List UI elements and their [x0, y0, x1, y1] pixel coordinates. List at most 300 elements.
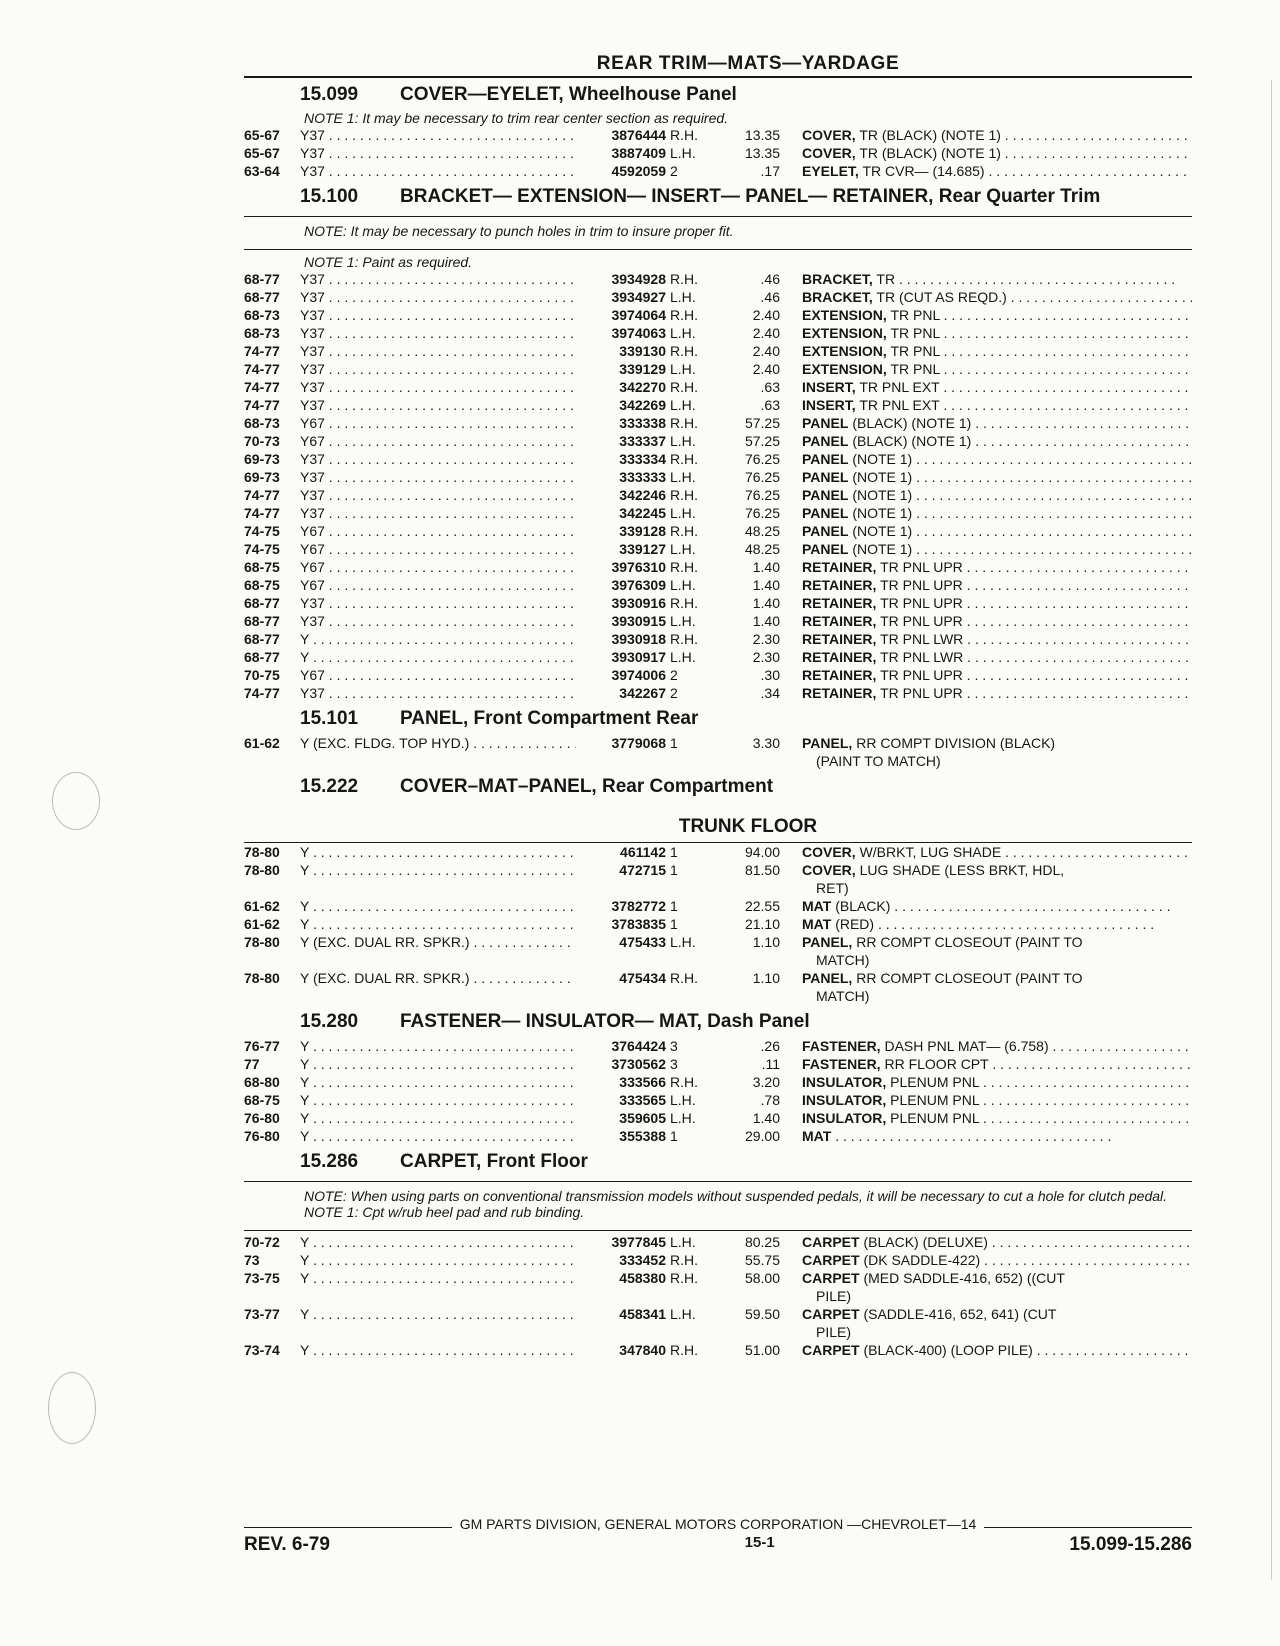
description	[802, 612, 1192, 630]
parts-row	[244, 1269, 1192, 1305]
item-detail: PLENUM PNL	[890, 1110, 980, 1126]
model-code-text: Y	[300, 1056, 310, 1072]
year-range	[244, 306, 300, 324]
year-range	[244, 360, 300, 378]
description	[802, 1233, 1192, 1251]
item-detail-continued-text: PILE)	[816, 1324, 852, 1340]
item-name: RETAINER,	[802, 577, 877, 593]
price	[708, 630, 802, 648]
item-detail: TR PNL EXT	[859, 397, 940, 413]
quantity	[666, 630, 708, 648]
item-detail: (SADDLE-416, 652, 641) (CUT	[863, 1306, 1057, 1322]
year-range	[244, 270, 300, 288]
part-number	[576, 1269, 666, 1305]
section-title: BRACKET— EXTENSION— INSERT— PANEL— RETAINER, Rear Quarter Trim	[400, 186, 1101, 207]
parts-row	[244, 504, 1192, 522]
year-range-text: 76-80	[244, 1110, 280, 1126]
quantity-text: 1	[670, 844, 678, 860]
quantity	[666, 504, 708, 522]
quantity-text: L.H.	[670, 1306, 696, 1322]
leader-dots	[940, 361, 1192, 377]
price-text: 55.75	[744, 1252, 780, 1268]
footer-rule-left	[244, 1527, 452, 1528]
leader-dots	[963, 685, 1192, 701]
item-detail: RR COMPT CLOSEOUT (PAINT TO	[856, 934, 1083, 950]
year-range-text: 68-77	[244, 595, 280, 611]
part-number-text: 355388	[619, 1128, 666, 1144]
quantity-text: 1	[670, 735, 678, 751]
quantity	[666, 1305, 708, 1341]
quantity	[666, 1269, 708, 1305]
description	[802, 735, 1055, 751]
part-number-text: 333333	[619, 469, 666, 485]
part-number	[576, 1233, 666, 1251]
item-name: FASTENER,	[802, 1038, 881, 1054]
year-range-text: 68-77	[244, 271, 280, 287]
model-code-text: Y67	[300, 523, 325, 539]
model-code	[300, 576, 576, 594]
item-name: PANEL	[802, 505, 849, 521]
part-number	[576, 1251, 666, 1269]
leader-dots	[985, 163, 1192, 179]
item-name: RETAINER,	[802, 559, 877, 575]
model-code-text: Y37	[300, 505, 325, 521]
leader-dots	[963, 613, 1192, 629]
quantity	[666, 1109, 708, 1127]
item-name: INSULATOR,	[802, 1092, 887, 1108]
quantity-text: L.H.	[670, 469, 696, 485]
section-heading	[244, 84, 1192, 106]
item-detail: (NOTE 1)	[852, 505, 913, 521]
price-text: 1.40	[752, 613, 780, 629]
item-detail: (BLACK) (DELUXE)	[863, 1234, 988, 1250]
model-code	[300, 1269, 576, 1305]
parts-row	[244, 734, 1192, 770]
quantity	[666, 1055, 708, 1073]
section-number: 15.280	[300, 1011, 359, 1032]
year-range	[244, 630, 300, 648]
price	[708, 504, 802, 522]
parts-row	[244, 612, 1192, 630]
item-detail: (RED)	[835, 916, 875, 932]
model-code	[300, 162, 576, 180]
section-note: NOTE: When using parts on conventional transmission models without suspended pedals, it will be necessary to cut a hole for clutch pedal.	[304, 1188, 1168, 1204]
year-range-text: 74-77	[244, 379, 280, 395]
model-code-text: Y37	[300, 451, 325, 467]
leader-dots	[912, 523, 1192, 539]
year-range-text: 68-80	[244, 1074, 280, 1090]
item-name: COVER,	[802, 862, 856, 878]
price-text: 48.25	[744, 541, 780, 557]
description	[802, 126, 1192, 144]
year-range-text: 73-74	[244, 1342, 280, 1358]
item-detail: TR (BLACK) (NOTE 1)	[859, 145, 1001, 161]
part-number-text: 333338	[619, 415, 666, 431]
model-code-text: Y	[300, 631, 310, 647]
year-range	[244, 576, 300, 594]
price-text: 1.40	[752, 595, 780, 611]
leader-dots	[912, 451, 1192, 467]
part-number	[576, 432, 666, 450]
description	[802, 630, 1192, 648]
year-range-text: 69-73	[244, 451, 280, 467]
leader-dots	[971, 415, 1192, 431]
year-range-text: 74-75	[244, 523, 280, 539]
quantity	[666, 360, 708, 378]
leader-dots	[1001, 844, 1192, 860]
price	[708, 612, 802, 630]
year-range	[244, 861, 300, 897]
model-code-text: Y37	[300, 163, 325, 179]
model-code	[300, 1305, 576, 1341]
item-name: EXTENSION,	[802, 307, 887, 323]
quantity-text: 2	[670, 667, 678, 683]
price-text: 76.25	[744, 487, 780, 503]
description	[802, 684, 1192, 702]
binder-hole-mark	[52, 772, 100, 830]
description	[802, 915, 1192, 933]
year-range	[244, 1055, 300, 1073]
description	[802, 666, 1192, 684]
year-range-text: 68-77	[244, 631, 280, 647]
part-number	[576, 324, 666, 342]
description	[802, 450, 1192, 468]
price	[708, 1091, 802, 1109]
part-number	[576, 1091, 666, 1109]
price	[708, 486, 802, 504]
model-code	[300, 468, 576, 486]
year-range-text: 68-77	[244, 289, 280, 305]
year-range	[244, 486, 300, 504]
model-code	[300, 450, 576, 468]
quantity-text: 1	[670, 898, 678, 914]
subsection-heading: TRUNK FLOOR	[678, 816, 818, 837]
model-code	[300, 684, 576, 702]
year-range	[244, 522, 300, 540]
price-text: .26	[760, 1038, 780, 1054]
price-text: 3.30	[752, 735, 780, 751]
item-detail: RR COMPT DIVISION (BLACK)	[856, 735, 1056, 751]
price	[708, 1073, 802, 1091]
year-range	[244, 558, 300, 576]
price	[708, 468, 802, 486]
leader-dots	[963, 631, 1192, 647]
price	[708, 162, 802, 180]
model-code	[300, 144, 576, 162]
model-code	[300, 861, 576, 897]
part-number-text: 3930916	[611, 595, 666, 611]
item-detail-continued	[802, 1287, 1192, 1305]
model-code-text: Y	[300, 1252, 310, 1268]
description	[802, 378, 1192, 396]
year-range	[244, 843, 300, 861]
description	[802, 540, 1192, 558]
scan-edge-line	[1271, 80, 1272, 1580]
price-text: 57.25	[744, 415, 780, 431]
quantity-text: R.H.	[670, 523, 698, 539]
price-text: 94.00	[744, 844, 780, 860]
price	[708, 969, 802, 1005]
quantity-text: R.H.	[670, 127, 698, 143]
model-code	[300, 486, 576, 504]
year-range-text: 70-72	[244, 1234, 280, 1250]
description-block	[802, 734, 1192, 770]
model-code-text: Y	[300, 1342, 310, 1358]
quantity	[666, 576, 708, 594]
part-number	[576, 612, 666, 630]
part-number-text: 342267	[619, 685, 666, 701]
model-code-text: Y67	[300, 577, 325, 593]
section-heading	[244, 186, 1192, 208]
model-code	[300, 843, 576, 861]
price-text: 2.30	[752, 649, 780, 665]
leader-dots	[912, 541, 1192, 557]
parts-row	[244, 414, 1192, 432]
year-range-text: 78-80	[244, 934, 280, 950]
description	[802, 162, 1192, 180]
part-number-text: 3930918	[611, 631, 666, 647]
model-code-text: Y37	[300, 595, 325, 611]
year-range	[244, 897, 300, 915]
year-range	[244, 1251, 300, 1269]
part-number	[576, 933, 666, 969]
item-detail-continued	[802, 752, 1192, 770]
item-detail: TR PNL UPR	[880, 685, 963, 701]
description	[802, 414, 1192, 432]
parts-row	[244, 396, 1192, 414]
model-code	[300, 288, 576, 306]
quantity-text: 2	[670, 163, 678, 179]
section-rule	[244, 1181, 1192, 1182]
description	[802, 342, 1192, 360]
model-code-text: Y	[300, 1038, 310, 1054]
year-range	[244, 504, 300, 522]
part-number	[576, 594, 666, 612]
parts-row	[244, 684, 1192, 702]
part-number	[576, 306, 666, 324]
quantity-text: 1	[670, 916, 678, 932]
price-text: 1.40	[752, 1110, 780, 1126]
item-detail-continued	[802, 951, 1192, 969]
description	[802, 1091, 1192, 1109]
model-code-text: Y37	[300, 325, 325, 341]
footer-publisher: GM PARTS DIVISION, GENERAL MOTORS CORPORATION —CHEVROLET—14	[459, 1516, 977, 1532]
parts-row	[244, 576, 1192, 594]
model-code-text: Y67	[300, 433, 325, 449]
year-range	[244, 969, 300, 1005]
model-code	[300, 540, 576, 558]
price	[708, 1055, 802, 1073]
quantity-text: R.H.	[670, 559, 698, 575]
price	[708, 1251, 802, 1269]
price	[708, 897, 802, 915]
section-title: PANEL, Front Compartment Rear	[400, 708, 699, 729]
year-range-text: 78-80	[244, 862, 280, 878]
year-range	[244, 1269, 300, 1305]
quantity	[666, 342, 708, 360]
section-number: 15.286	[300, 1151, 359, 1172]
model-code	[300, 396, 576, 414]
leader-dots	[963, 649, 1192, 665]
quantity	[666, 270, 708, 288]
year-range	[244, 1127, 300, 1145]
description	[802, 843, 1192, 861]
year-range-text: 65-67	[244, 145, 280, 161]
model-code-text: Y (EXC. DUAL RR. SPKR.)	[300, 934, 470, 950]
quantity-text: L.H.	[670, 397, 696, 413]
year-range-text: 68-77	[244, 649, 280, 665]
item-name: PANEL	[802, 541, 849, 557]
part-number-text: 3887409	[611, 145, 666, 161]
price	[708, 915, 802, 933]
part-number	[576, 126, 666, 144]
model-code	[300, 414, 576, 432]
price-text: 2.30	[752, 631, 780, 647]
revision-label: REV. 6-79	[244, 1534, 330, 1555]
section-heading	[244, 1011, 1192, 1033]
part-number	[576, 630, 666, 648]
part-number-text: 3876444	[611, 127, 666, 143]
section-heading	[244, 776, 1192, 798]
year-range-text: 68-77	[244, 613, 280, 629]
part-number-text: 475434	[619, 970, 666, 986]
price	[708, 432, 802, 450]
item-name: BRACKET,	[802, 289, 873, 305]
quantity-text: R.H.	[670, 343, 698, 359]
model-code	[300, 432, 576, 450]
price	[708, 666, 802, 684]
price	[708, 414, 802, 432]
part-number-text: 3976309	[611, 577, 666, 593]
item-name: PANEL	[802, 433, 849, 449]
price	[708, 576, 802, 594]
item-name: CARPET	[802, 1270, 860, 1286]
part-number	[576, 734, 666, 770]
leader-dots	[940, 343, 1192, 359]
year-range-text: 61-62	[244, 735, 280, 751]
model-code-text: Y37	[300, 469, 325, 485]
item-detail: (BLACK)	[835, 898, 891, 914]
quantity-text: 3	[670, 1038, 678, 1054]
note-rule	[244, 1230, 1192, 1231]
part-number-text: 4592059	[611, 163, 666, 179]
item-name: EYELET,	[802, 163, 859, 179]
year-range	[244, 1073, 300, 1091]
price	[708, 450, 802, 468]
item-detail: TR PNL	[890, 361, 940, 377]
price-text: 48.25	[744, 523, 780, 539]
part-number	[576, 1109, 666, 1127]
item-detail: TR (BLACK) (NOTE 1)	[859, 127, 1001, 143]
part-number-text: 342245	[619, 505, 666, 521]
item-name: FASTENER,	[802, 1056, 881, 1072]
parts-row	[244, 126, 1192, 144]
quantity	[666, 306, 708, 324]
item-detail: W/BRKT, LUG SHADE	[859, 844, 1002, 860]
year-range	[244, 396, 300, 414]
item-detail-continued	[802, 987, 1192, 1005]
part-number	[576, 684, 666, 702]
price-text: .30	[760, 667, 780, 683]
item-detail: RR COMPT CLOSEOUT (PAINT TO	[856, 970, 1083, 986]
item-name: RETAINER,	[802, 649, 877, 665]
model-code	[300, 630, 576, 648]
model-code	[300, 933, 576, 969]
model-code-text: Y37	[300, 343, 325, 359]
note-rule	[244, 249, 1192, 250]
year-range-text: 68-75	[244, 577, 280, 593]
description	[802, 648, 1192, 666]
leader-dots	[895, 271, 1175, 287]
part-number-text: 458380	[619, 1270, 666, 1286]
price-text: 59.50	[744, 1306, 780, 1322]
price-text: 2.40	[752, 307, 780, 323]
item-detail: (BLACK) (NOTE 1)	[852, 433, 972, 449]
description	[802, 504, 1192, 522]
section-heading	[244, 1151, 1192, 1173]
part-number-text: 359605	[619, 1110, 666, 1126]
price-text: 1.10	[752, 934, 780, 950]
description-block	[802, 1305, 1192, 1341]
year-range	[244, 915, 300, 933]
price	[708, 1233, 802, 1251]
leader-dots	[979, 1074, 1192, 1090]
description	[802, 897, 1192, 915]
model-code	[300, 666, 576, 684]
part-number-text: 339130	[619, 343, 666, 359]
model-code	[300, 1127, 576, 1145]
parts-row	[244, 1127, 1192, 1145]
leader-dots	[1001, 145, 1192, 161]
year-range	[244, 378, 300, 396]
part-number	[576, 1341, 666, 1359]
price	[708, 306, 802, 324]
description	[802, 306, 1192, 324]
parts-row	[244, 648, 1192, 666]
description	[802, 486, 1192, 504]
section-number: 15.101	[300, 708, 359, 729]
year-range	[244, 450, 300, 468]
part-number-text: 333566	[619, 1074, 666, 1090]
part-number-text: 475433	[619, 934, 666, 950]
model-code-text: Y	[300, 1306, 310, 1322]
model-code	[300, 126, 576, 144]
price-text: 29.00	[744, 1128, 780, 1144]
model-code-text: Y	[300, 844, 310, 860]
parts-row	[244, 540, 1192, 558]
part-number-text: 3779068	[611, 735, 666, 751]
description	[802, 1306, 1056, 1322]
item-detail: PLENUM PNL	[890, 1092, 980, 1108]
model-code-text: Y37	[300, 685, 325, 701]
parts-row	[244, 843, 1192, 861]
price-text: 22.55	[744, 898, 780, 914]
year-range	[244, 540, 300, 558]
part-number-text: 472715	[619, 862, 666, 878]
part-number-text: 333452	[619, 1252, 666, 1268]
leader-dots	[1007, 289, 1192, 305]
part-number	[576, 486, 666, 504]
part-number-text: 347840	[619, 1342, 666, 1358]
year-range-text: 70-73	[244, 433, 280, 449]
leader-dots	[979, 1110, 1192, 1126]
model-code-text: Y37	[300, 127, 325, 143]
item-name: RETAINER,	[802, 595, 877, 611]
item-name: PANEL	[802, 415, 849, 431]
model-code-text: Y	[300, 916, 310, 932]
quantity-text: R.H.	[670, 379, 698, 395]
price-text: .46	[760, 271, 780, 287]
